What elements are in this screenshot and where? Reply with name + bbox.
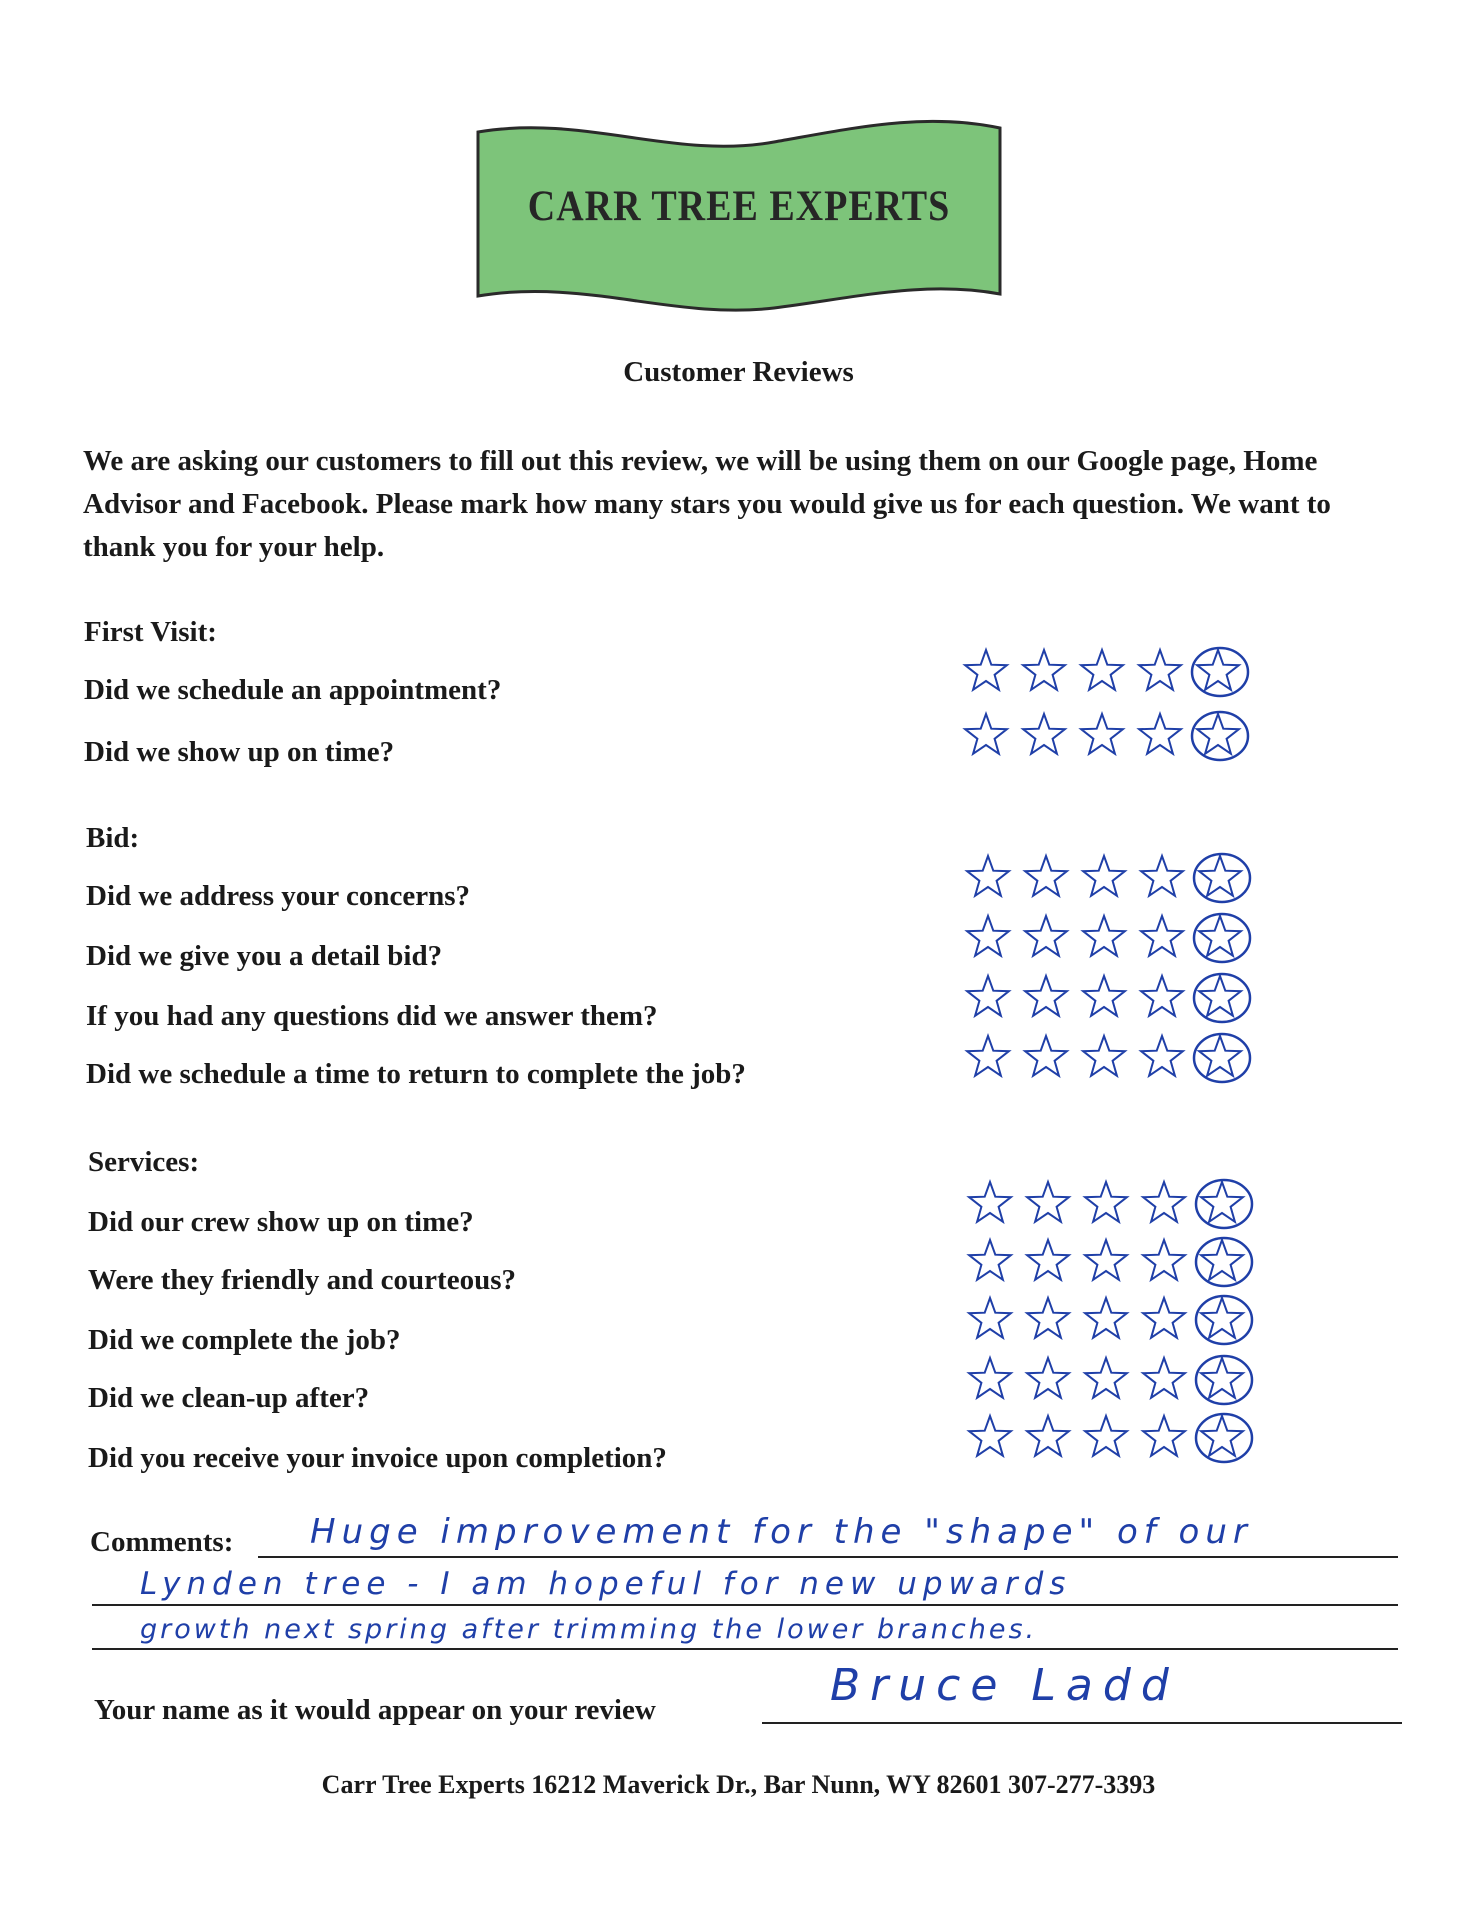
- star-icon[interactable]: [1085, 1182, 1127, 1222]
- star-icon[interactable]: [969, 1240, 1011, 1280]
- question-complete-job: Did we complete the job?: [88, 1324, 401, 1356]
- comments-label: Comments:: [90, 1526, 234, 1558]
- star-icon[interactable]: [967, 916, 1009, 956]
- star-icon[interactable]: [1083, 856, 1125, 896]
- star-rating[interactable]: [966, 1410, 1256, 1466]
- star-icon[interactable]: [1143, 1182, 1185, 1222]
- question-detail-bid: Did we give you a detail bid?: [86, 940, 443, 972]
- comments-text-line-1[interactable]: Huge improvement for the "shape" of our: [310, 1512, 1253, 1552]
- question-address-concerns: Did we address your concerns?: [86, 880, 470, 912]
- star-icon[interactable]: [1081, 650, 1123, 690]
- star-icon[interactable]: [1027, 1358, 1069, 1398]
- company-name: CARR TREE EXPERTS: [527, 181, 951, 231]
- star-icon[interactable]: [1083, 1036, 1125, 1076]
- star-rating[interactable]: [966, 1176, 1256, 1232]
- star-icon[interactable]: [1025, 916, 1067, 956]
- star-rating[interactable]: [964, 970, 1254, 1026]
- star-icon[interactable]: [1081, 714, 1123, 754]
- question-answer-questions: If you had any questions did we answer them?: [86, 1000, 658, 1032]
- intro-paragraph: We are asking our customers to fill out this review, we will be using them on our Google page, Home Advisor and Facebook. Please mark how many stars you would give us for each question. We want to thank you for your help.: [83, 445, 1331, 563]
- footer-address: Carr Tree Experts 16212 Maverick Dr., Bar Nunn, WY 82601 307-277-3393: [321, 1770, 1156, 1799]
- star-rating[interactable]: [964, 910, 1254, 966]
- section-first-visit: First Visit:: [84, 616, 217, 648]
- star-icon[interactable]: [1201, 1182, 1243, 1222]
- question-crew-on-time: Did our crew show up on time?: [88, 1206, 474, 1238]
- star-rating[interactable]: [962, 644, 1252, 700]
- star-icon[interactable]: [1023, 650, 1065, 690]
- comments-text-line-2[interactable]: Lynden tree - I am hopeful for new upwards: [140, 1566, 1072, 1602]
- question-clean-up: Did we clean-up after?: [88, 1382, 370, 1414]
- star-icon[interactable]: [1199, 856, 1241, 896]
- star-icon[interactable]: [1083, 976, 1125, 1016]
- star-icon[interactable]: [1027, 1416, 1069, 1456]
- star-icon[interactable]: [1083, 916, 1125, 956]
- name-value[interactable]: Bruce Ladd: [830, 1660, 1179, 1711]
- star-icon[interactable]: [1201, 1240, 1243, 1280]
- star-icon[interactable]: [1199, 916, 1241, 956]
- question-show-up-on-time: Did we show up on time?: [84, 736, 395, 768]
- star-icon[interactable]: [1143, 1416, 1185, 1456]
- star-icon[interactable]: [1085, 1416, 1127, 1456]
- star-icon[interactable]: [1141, 856, 1183, 896]
- star-icon[interactable]: [1139, 714, 1181, 754]
- star-icon[interactable]: [1023, 714, 1065, 754]
- star-icon[interactable]: [967, 976, 1009, 1016]
- star-icon[interactable]: [1197, 714, 1239, 754]
- question-schedule-return: Did we schedule a time to return to complete the job?: [86, 1058, 746, 1090]
- star-icon[interactable]: [1027, 1240, 1069, 1280]
- star-icon[interactable]: [967, 1036, 1009, 1076]
- star-icon[interactable]: [1201, 1416, 1243, 1456]
- star-icon[interactable]: [969, 1182, 1011, 1222]
- star-icon[interactable]: [1139, 650, 1181, 690]
- star-icon[interactable]: [1141, 1036, 1183, 1076]
- star-icon[interactable]: [1027, 1182, 1069, 1222]
- star-icon[interactable]: [969, 1416, 1011, 1456]
- star-icon[interactable]: [969, 1358, 1011, 1398]
- star-icon[interactable]: [967, 856, 1009, 896]
- comments-line-2: [92, 1604, 1398, 1606]
- name-line: [762, 1722, 1402, 1724]
- star-icon[interactable]: [1199, 976, 1241, 1016]
- company-banner-logo: [474, 118, 1004, 314]
- section-services: Services:: [88, 1146, 200, 1178]
- star-icon[interactable]: [1143, 1240, 1185, 1280]
- star-icon[interactable]: [1027, 1298, 1069, 1338]
- star-icon[interactable]: [965, 714, 1007, 754]
- star-icon[interactable]: [1025, 976, 1067, 1016]
- question-schedule-appointment: Did we schedule an appointment?: [84, 674, 502, 706]
- comments-text-line-3[interactable]: growth next spring after trimming the lower branches.: [140, 1614, 1038, 1645]
- star-icon[interactable]: [1201, 1358, 1243, 1398]
- comments-line-3: [92, 1648, 1398, 1650]
- star-rating[interactable]: [966, 1234, 1256, 1290]
- question-friendly-courteous: Were they friendly and courteous?: [88, 1264, 516, 1296]
- star-rating[interactable]: [966, 1292, 1256, 1348]
- star-icon[interactable]: [1141, 916, 1183, 956]
- star-icon[interactable]: [1085, 1358, 1127, 1398]
- star-icon[interactable]: [965, 650, 1007, 690]
- star-icon[interactable]: [1197, 650, 1239, 690]
- star-icon[interactable]: [1141, 976, 1183, 1016]
- star-rating[interactable]: [966, 1352, 1256, 1408]
- star-rating[interactable]: [964, 1030, 1254, 1086]
- star-icon[interactable]: [1199, 1036, 1241, 1076]
- star-icon[interactable]: [1025, 1036, 1067, 1076]
- star-icon[interactable]: [1143, 1298, 1185, 1338]
- star-icon[interactable]: [969, 1298, 1011, 1338]
- section-bid: Bid:: [86, 822, 140, 854]
- star-icon[interactable]: [1085, 1240, 1127, 1280]
- star-icon[interactable]: [1201, 1298, 1243, 1338]
- comments-line-1: [258, 1556, 1398, 1558]
- question-invoice: Did you receive your invoice upon completion?: [88, 1442, 667, 1474]
- star-icon[interactable]: [1085, 1298, 1127, 1338]
- star-icon[interactable]: [1025, 856, 1067, 896]
- star-rating[interactable]: [962, 708, 1252, 764]
- star-rating[interactable]: [964, 850, 1254, 906]
- name-label: Your name as it would appear on your review: [94, 1694, 656, 1726]
- star-icon[interactable]: [1143, 1358, 1185, 1398]
- page-title: Customer Reviews: [623, 356, 854, 388]
